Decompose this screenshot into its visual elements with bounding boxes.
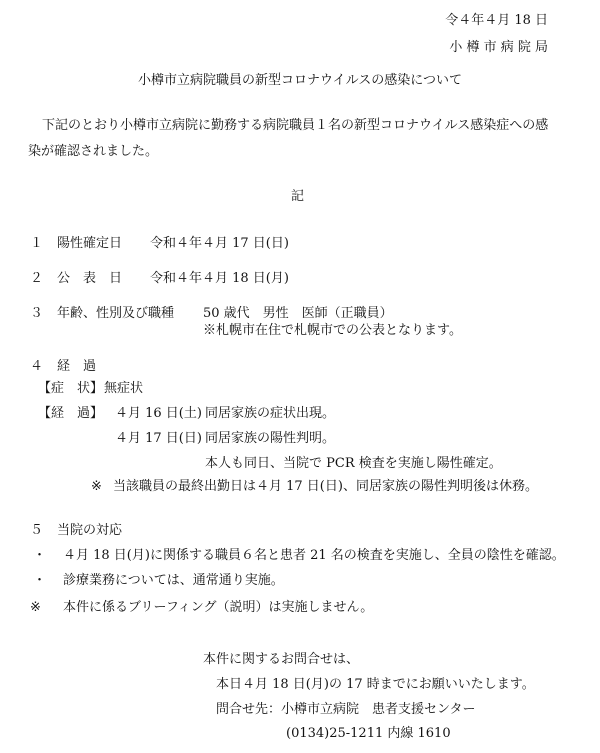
bullet-2-text: 診療業務については、通常通り実施。: [63, 573, 284, 588]
intro-line-2: 染が確認されました。: [28, 144, 159, 159]
bullet-1-mark: ・: [33, 548, 47, 563]
item4-number: ４: [30, 359, 44, 374]
document-title: 小樽市立病院職員の新型コロナウイルスの感染について: [138, 73, 462, 88]
contact-line-3: 問合せ先：小樽市立病院 患者支援センター: [216, 702, 476, 717]
contact-phone: (0134)25-1211 内線 1610: [286, 726, 451, 741]
ki-heading: 記: [291, 189, 305, 204]
course-note-mark: ※: [91, 479, 102, 494]
issuer-name: 小 樽 市 病 院 局: [449, 40, 548, 55]
course-note: 当該職員の最終出勤日は４月 17 日(日)、同居家族の陽性判明後は休務。: [113, 479, 538, 494]
contact-line-1: 本件に関するお問合せは、: [203, 652, 360, 667]
item1-number: １: [30, 236, 44, 251]
course-label: 【経 過】: [38, 406, 104, 421]
item5-label: 当院の対応: [57, 523, 123, 538]
briefing-note: 本件に係るブリーフィング（説明）は実施しません。: [63, 600, 374, 615]
item4-label: 経 過: [57, 359, 97, 374]
item1-value: 令和４年４月 17 日(日): [150, 236, 289, 251]
item3-note: ※札幌市在住で札幌市での公表となります。: [203, 323, 462, 338]
course-date-2: ４月 17 日(日): [115, 431, 202, 446]
symptom-label: 【症 状】: [38, 381, 104, 396]
item3-value: 50 歳代 男性 医師（正職員）: [203, 306, 393, 321]
bullet-2-mark: ・: [33, 573, 47, 588]
course-text-1: 同居家族の症状出現。: [205, 406, 336, 421]
briefing-note-mark: ※: [30, 600, 41, 615]
item2-label: 公 表 日: [57, 271, 123, 286]
course-text-2: 同居家族の陽性判明。: [205, 431, 336, 446]
issue-date: 令４年４月 18 日: [445, 13, 548, 28]
symptom-value: 無症状: [104, 381, 144, 396]
item3-number: ３: [30, 306, 44, 321]
contact-line-2: 本日４月 18 日(月)の 17 時までにお願いいたします。: [216, 677, 535, 692]
course-date-1: ４月 16 日(土): [115, 406, 202, 421]
intro-line-1: 下記のとおり小樽市立病院に勤務する病院職員１名の新型コロナウイルス感染症への感: [42, 118, 549, 133]
item2-value: 令和４年４月 18 日(月): [150, 271, 289, 286]
bullet-1-text: ４月 18 日(月)に関係する職員６名と患者 21 名の検査を実施し、全員の陰性を確認。: [63, 548, 565, 563]
item3-label: 年齢、性別及び職種: [57, 306, 175, 321]
item2-number: ２: [30, 271, 44, 286]
item1-label: 陽性確定日: [57, 236, 123, 251]
course-extra: 本人も同日、当院で PCR 検査を実施し陽性確定。: [205, 456, 502, 471]
item5-number: ５: [30, 523, 44, 538]
